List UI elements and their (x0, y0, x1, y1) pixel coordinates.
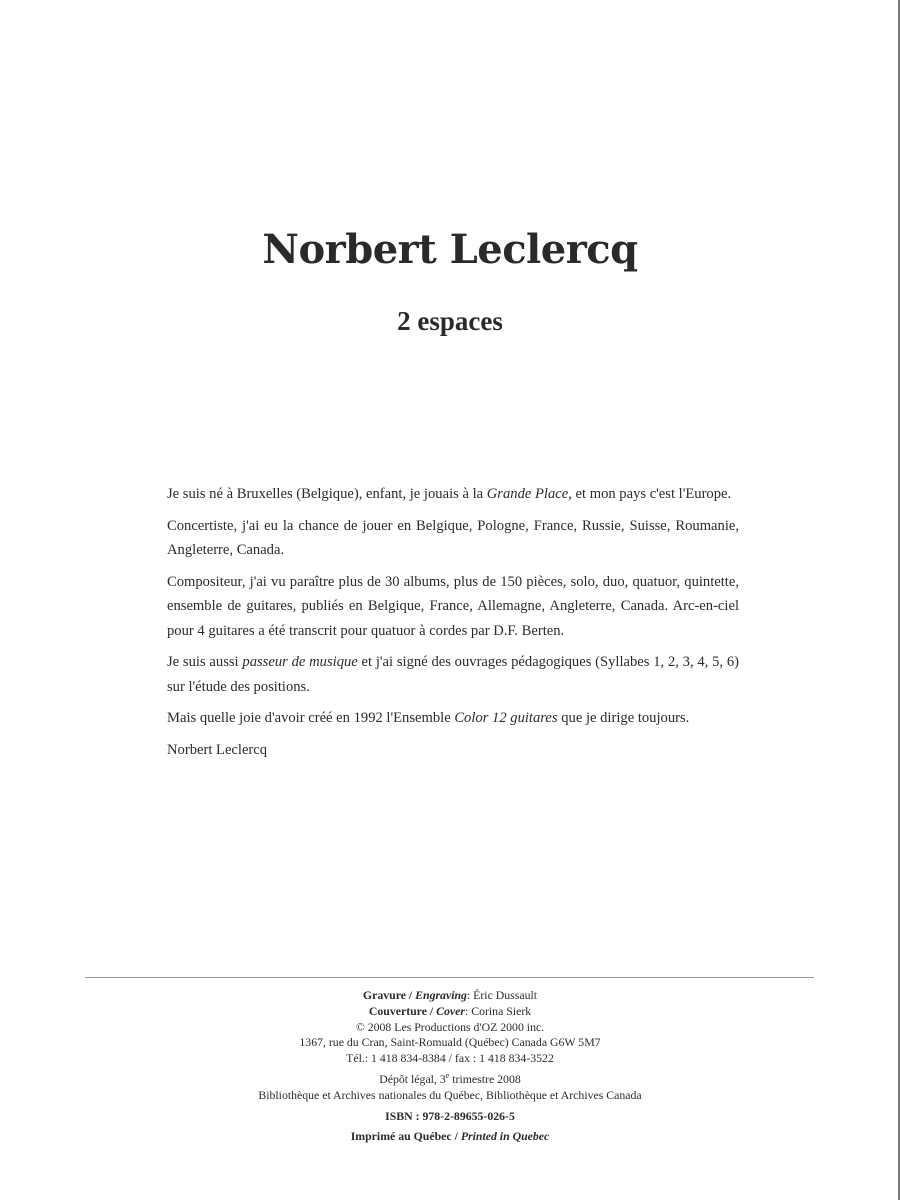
isbn: ISBN : 978-2-89655-026-5 (385, 1108, 515, 1123)
passeur-italic: passeur de musique (242, 654, 358, 670)
bio-paragraph-5: Mais quelle joie d'avoir créé en 1992 l'Ensemble Color 12 guitares que je dirige toujours. (167, 710, 690, 726)
bio-paragraph-1: Je suis né à Bruxelles (Belgique), enfant, je jouais à la Grande Place, et mon pays c'est l'Europe. (167, 486, 732, 502)
publisher-phone: Tél.: 1 418 834-8384 / fax : 1 418 834-3522 (346, 1051, 554, 1066)
cover-credit: Couverture / Cover: Corina Sierk (368, 1003, 532, 1018)
grande-place-italic: Grande Place (486, 486, 569, 502)
bio-paragraph-4: Je suis aussi passeur de musique et j'ai signé des ouvrages pédagogiques (Syllabes 1, 2, 3, 4, 5, 6) sur l'étude des positions. (167, 654, 740, 695)
bio-paragraph-2: Concertiste, j'ai eu la chance de jouer en Belgique, Pologne, France, Russie, Suisse, Roumanie, Angleterre, Canada. (167, 517, 739, 558)
bio-paragraph-3: Compositeur, j'ai vu paraître plus de 30 albums, plus de 150 pièces, solo, duo, quatuor, quintette, ensemble de guitares, publiés en Belgique, France, Allemagne, Angleterre, Canada. Arc-en-ciel pour 4 guitares a été transcrit pour quatuor à cordes par D.F. Berten. (167, 573, 739, 639)
libraries: Bibliothèque et Archives nationales du Québec, Bibliothèque et Archives Canada (258, 1087, 642, 1102)
legal-deposit: Dépôt légal, 3e trimestre 2008 (379, 1071, 521, 1086)
colophon (0, 988, 900, 1145)
colophon-divider (85, 977, 814, 978)
publisher-address: 1367, rue du Cran, Saint-Romuald (Québec) Canada G6W 5M7 (299, 1035, 601, 1050)
work-subtitle: 2 espaces (397, 306, 503, 336)
ensemble-italic: Color 12 guitares (454, 710, 558, 726)
biography (167, 482, 739, 769)
printed-in: Imprimé au Québec / Printed in Quebec (350, 1129, 550, 1144)
copyright: © 2008 Les Productions d'OZ 2000 inc. (355, 1019, 545, 1034)
engraving-credit: Gravure / Engraving: Éric Dussault (362, 988, 538, 1002)
bio-signature: Norbert Leclercq (167, 741, 268, 758)
composer-title: Norbert Leclercq (262, 226, 638, 273)
